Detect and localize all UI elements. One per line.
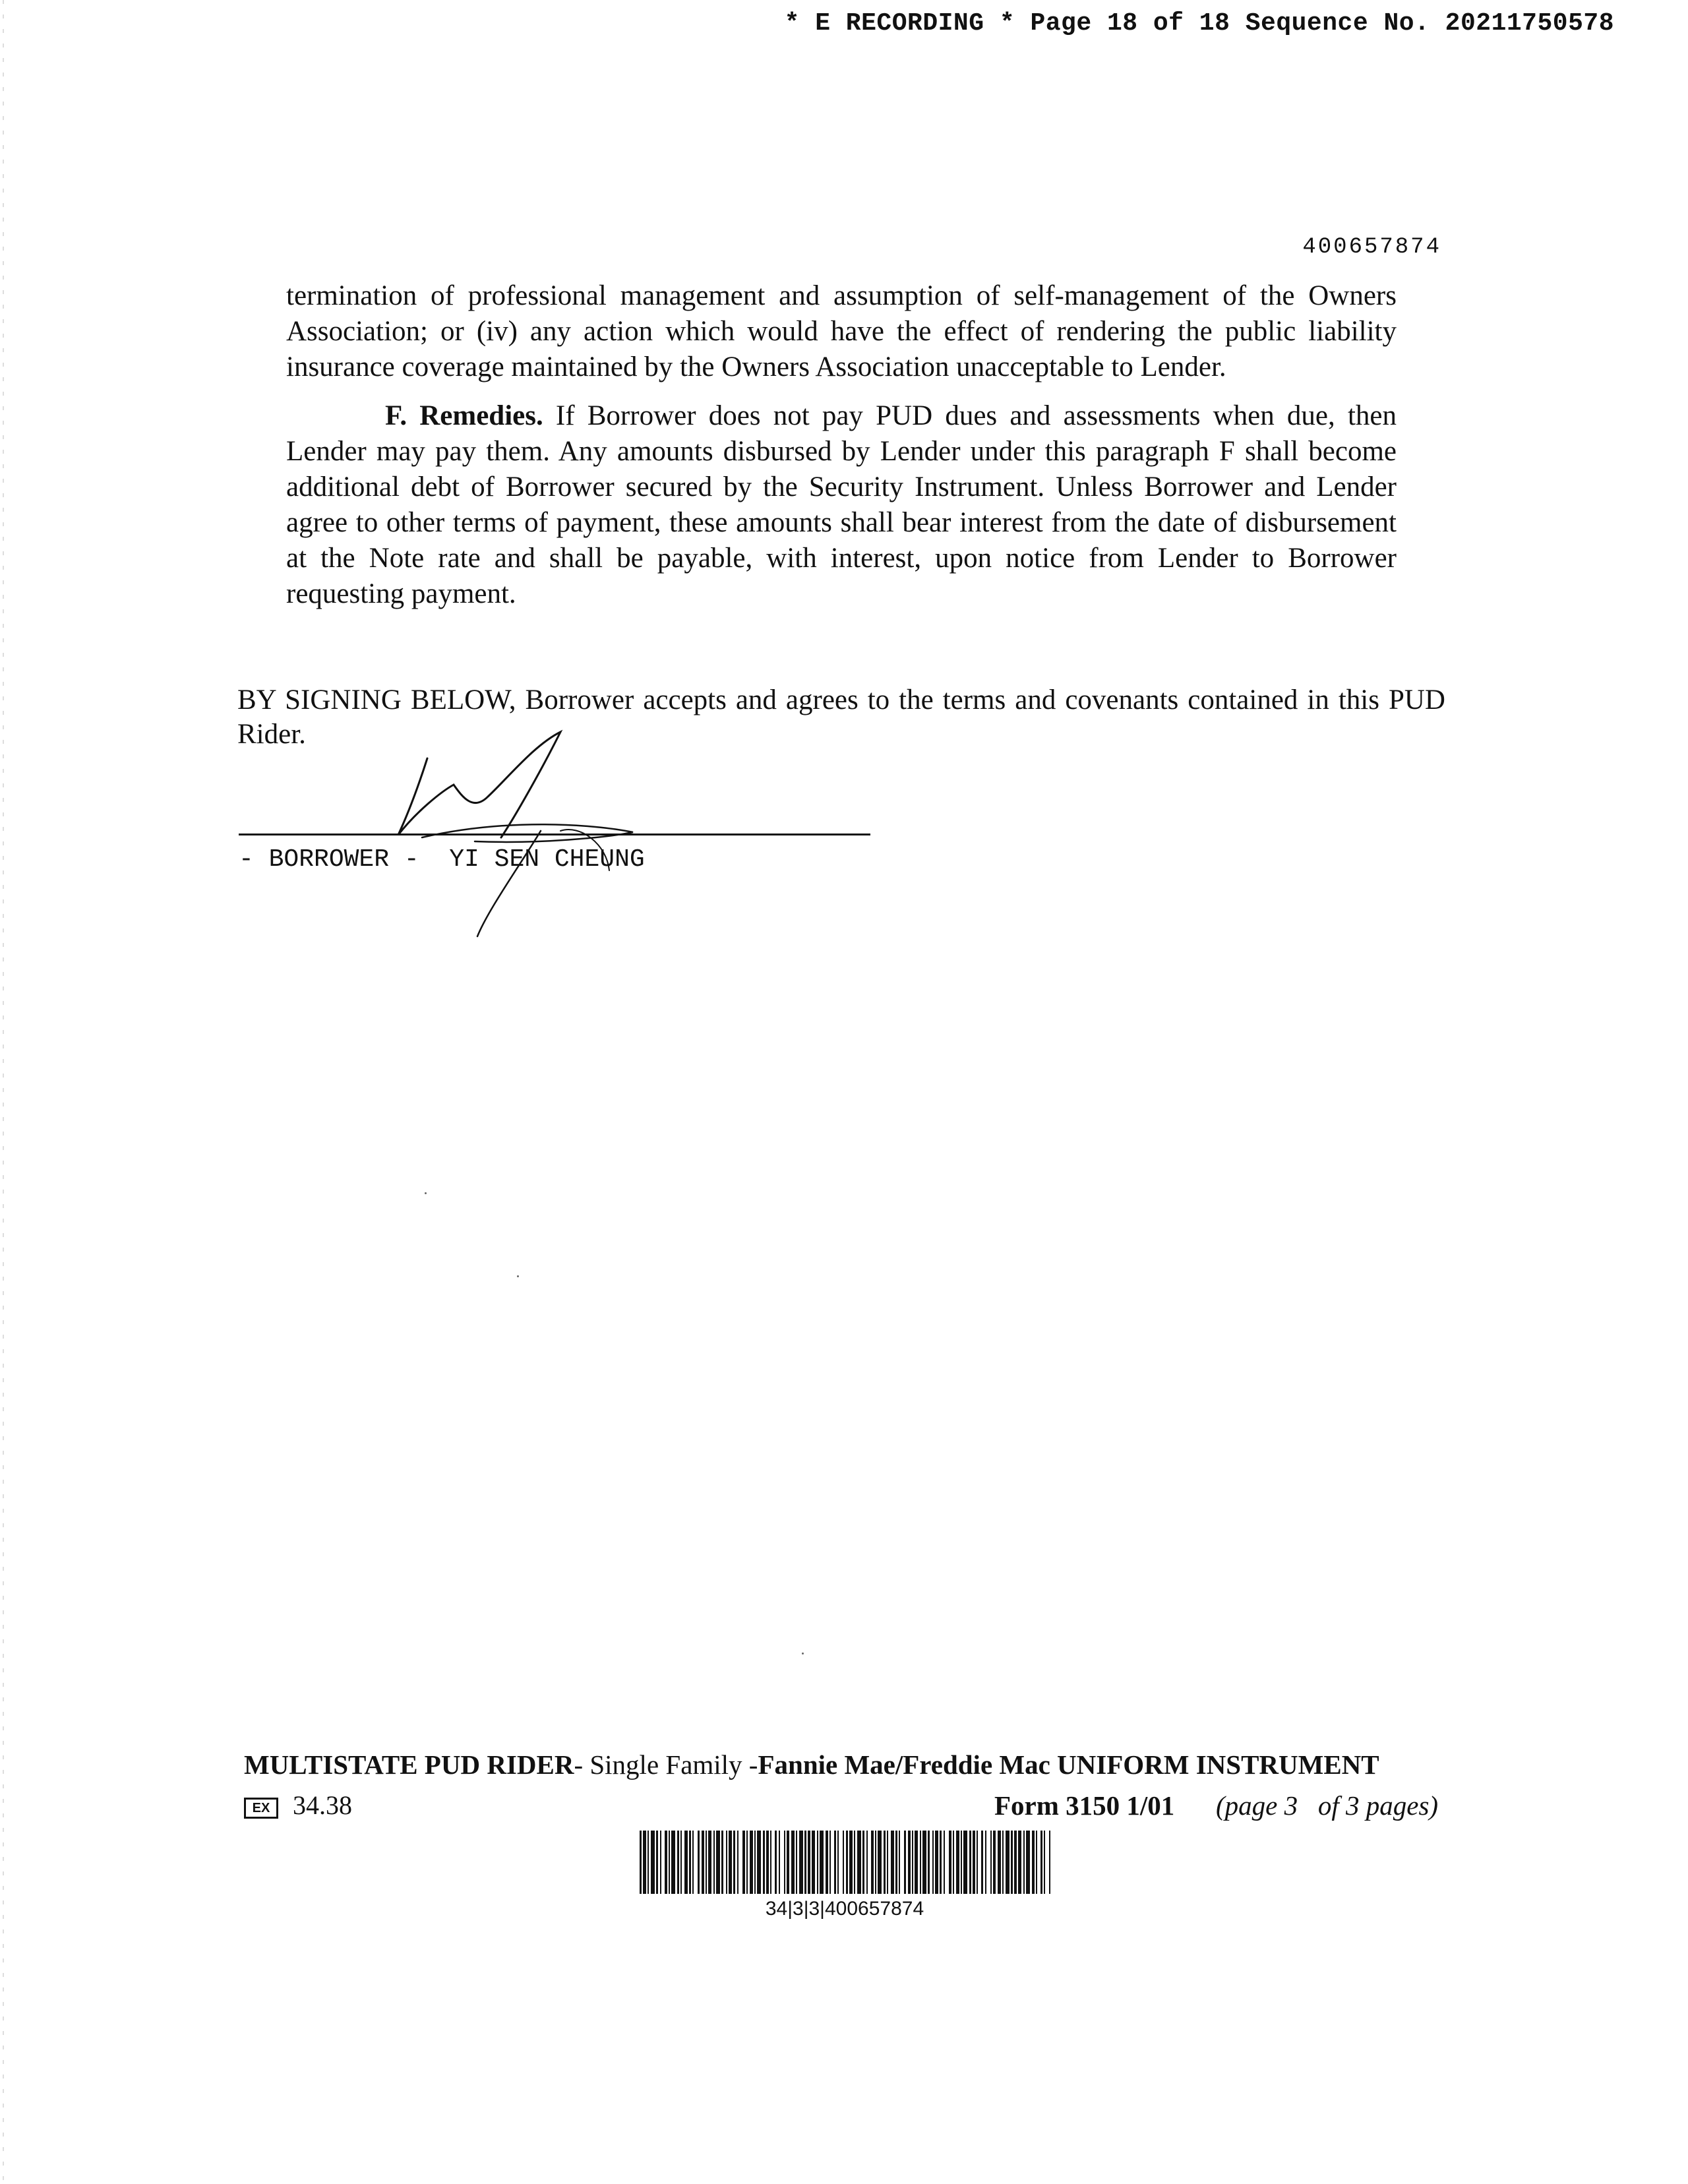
barcode-bar xyxy=(854,1831,855,1894)
barcode-bar xyxy=(1011,1831,1013,1894)
barcode-bar xyxy=(726,1831,727,1894)
barcode-bar xyxy=(669,1831,670,1894)
barcode-bar xyxy=(643,1831,646,1894)
barcode-bar xyxy=(899,1831,900,1894)
barcode-bar xyxy=(733,1831,735,1894)
barcode-bar xyxy=(904,1831,906,1894)
barcode-bar xyxy=(849,1831,853,1894)
borrower-signature xyxy=(343,719,686,943)
barcode-bar xyxy=(829,1831,831,1894)
barcode-bar xyxy=(928,1831,930,1894)
barcode-bar xyxy=(963,1831,967,1894)
barcode-bar xyxy=(915,1831,918,1894)
barcode-bar xyxy=(1023,1831,1025,1894)
barcode-bar xyxy=(935,1831,938,1894)
barcode-bar xyxy=(834,1831,836,1894)
footer-title-part-3: Fannie Mae/Freddie Mac UNIFORM INSTRUMENT xyxy=(758,1749,1379,1780)
barcode-bar xyxy=(837,1831,839,1894)
barcode-bar xyxy=(895,1831,897,1894)
barcode-bar xyxy=(891,1831,894,1894)
barcode-bar xyxy=(692,1831,694,1894)
rider-body xyxy=(286,278,1397,612)
barcode-bar xyxy=(857,1831,861,1894)
scan-speck xyxy=(425,1192,427,1194)
barcode-bar xyxy=(961,1831,962,1894)
barcode-bar xyxy=(640,1831,642,1894)
barcode-bar xyxy=(721,1831,723,1894)
barcode-bar xyxy=(973,1831,975,1894)
barcode-bar xyxy=(884,1831,886,1894)
barcode-bar xyxy=(706,1831,707,1894)
barcode-bar xyxy=(665,1831,667,1894)
barcode-bar xyxy=(796,1831,797,1894)
barcode-bar xyxy=(671,1831,675,1894)
barcode-bar xyxy=(791,1831,795,1894)
barcode-bar xyxy=(820,1831,824,1894)
barcode-bar xyxy=(698,1831,700,1894)
barcode-bar xyxy=(757,1831,761,1894)
barcode-bar xyxy=(737,1831,738,1894)
barcode-bar xyxy=(981,1831,983,1894)
footer-title-part-1: MULTISTATE PUD RIDER xyxy=(244,1749,574,1780)
barcode-bar xyxy=(1040,1831,1042,1894)
barcode-bar xyxy=(766,1831,769,1894)
barcode-bar xyxy=(969,1831,971,1894)
barcode-bar xyxy=(779,1831,780,1894)
barcode-bar xyxy=(920,1831,921,1894)
scan-speck xyxy=(802,1653,804,1654)
barcode-bar xyxy=(871,1831,874,1894)
barcode-bar xyxy=(750,1831,753,1894)
barcode-bar xyxy=(949,1831,951,1894)
barcode-bar xyxy=(1049,1831,1050,1894)
footer-code-row xyxy=(244,1790,352,1821)
barcode-bar xyxy=(708,1831,711,1894)
barcode-bar xyxy=(875,1831,876,1894)
footer-title-part-2: - Single Family - xyxy=(574,1749,758,1780)
recording-header: * E RECORDING * Page 18 of 18 Sequence No. 20211750578 xyxy=(784,9,1614,38)
barcode-bar xyxy=(908,1831,911,1894)
barcode-bar xyxy=(746,1831,748,1894)
barcode-bar xyxy=(1044,1831,1045,1894)
barcode-bar xyxy=(953,1831,954,1894)
borrower-label: - BORROWER - YI SEN CHEUNG xyxy=(239,845,645,874)
barcode-bar xyxy=(932,1831,934,1894)
barcode-bar xyxy=(784,1831,785,1894)
barcode-bar xyxy=(940,1831,942,1894)
barcode-bar xyxy=(878,1831,882,1894)
barcode-bar xyxy=(1026,1831,1030,1894)
barcode-bar xyxy=(763,1831,765,1894)
footer-code: 34.38 xyxy=(293,1790,352,1820)
barcode-bar xyxy=(817,1831,818,1894)
barcode-bar xyxy=(1032,1831,1035,1894)
barcode-bar xyxy=(648,1831,649,1894)
barcode-bar xyxy=(993,1831,996,1894)
barcode-bar xyxy=(775,1831,777,1894)
barcode-bar xyxy=(702,1831,704,1894)
barcode xyxy=(637,1831,1052,1896)
barcode-bar xyxy=(660,1831,661,1894)
barcode-bar xyxy=(799,1831,803,1894)
scan-edge-marks xyxy=(3,0,4,2184)
barcode-bar xyxy=(998,1831,1001,1894)
barcode-bar xyxy=(651,1831,655,1894)
ex-icon: EX xyxy=(244,1798,278,1819)
barcode-bar xyxy=(812,1831,815,1894)
paragraph-continuation: termination of professional management and assumption of self-management of the Owners Association; or (iv) any action which would have the effect of rendering the public liability insurance coverage maintained by the Owners Association unacceptable to Lender. xyxy=(286,280,1397,382)
barcode-bar xyxy=(787,1831,789,1894)
barcode-bar xyxy=(742,1831,745,1894)
barcode-bar xyxy=(862,1831,864,1894)
barcode-text: 34|3|3|400657874 xyxy=(765,1898,924,1920)
barcode-bar xyxy=(656,1831,658,1894)
barcode-bar xyxy=(843,1831,844,1894)
barcode-bar xyxy=(846,1831,848,1894)
barcode-bar xyxy=(729,1831,732,1894)
remedies-text: If Borrower does not pay PUD dues and assessments when due, then Lender may pay them. Any amounts disbursed by Lender under this paragraph F shall become additional debt of Borrower secured by the Security Instrument. Unless Borrower and Lender agree to other terms of payment, these amounts shall bear interest from the date of disbursement at the Note rate and shall be payable, with interest, upon notice from Lender to Borrower requesting payment. xyxy=(286,400,1397,609)
signing-statement: BY SIGNING BELOW, Borrower accepts and agrees to the terms and covenants contained in this PUD Rider. xyxy=(237,684,1445,750)
barcode-bar xyxy=(956,1831,959,1894)
barcode-bar xyxy=(677,1831,679,1894)
form-number: Form 3150 1/01 xyxy=(994,1790,1175,1821)
barcode-bar xyxy=(689,1831,691,1894)
barcode-bar xyxy=(1036,1831,1037,1894)
barcode-bar xyxy=(770,1831,771,1894)
barcode-bar xyxy=(684,1831,688,1894)
remedies-paragraph xyxy=(286,398,1397,612)
barcode-bar xyxy=(826,1831,828,1894)
barcode-bar xyxy=(977,1831,978,1894)
footer-form-title xyxy=(244,1749,1379,1780)
barcode-bar xyxy=(804,1831,806,1894)
page-indicator: (page 3 of 3 pages) xyxy=(1216,1790,1439,1821)
barcode-bar xyxy=(808,1831,810,1894)
remedies-heading: F. Remedies. xyxy=(385,400,543,431)
barcode-bar xyxy=(1006,1831,1010,1894)
barcode-bar xyxy=(990,1831,992,1894)
barcode-bar xyxy=(1002,1831,1004,1894)
barcode-bar xyxy=(680,1831,682,1894)
barcode-bar xyxy=(887,1831,888,1894)
barcode-bar xyxy=(713,1831,715,1894)
loan-number: 400657874 xyxy=(1302,235,1441,260)
barcode-bar xyxy=(1018,1831,1021,1894)
barcode-bar xyxy=(944,1831,945,1894)
barcode-bar xyxy=(912,1831,913,1894)
barcode-bar xyxy=(716,1831,720,1894)
scan-speck xyxy=(517,1275,519,1277)
barcode-bar xyxy=(1014,1831,1017,1894)
barcode-bar xyxy=(866,1831,868,1894)
barcode-bar xyxy=(985,1831,986,1894)
barcode-bar xyxy=(754,1831,756,1894)
barcode-bar xyxy=(922,1831,926,1894)
